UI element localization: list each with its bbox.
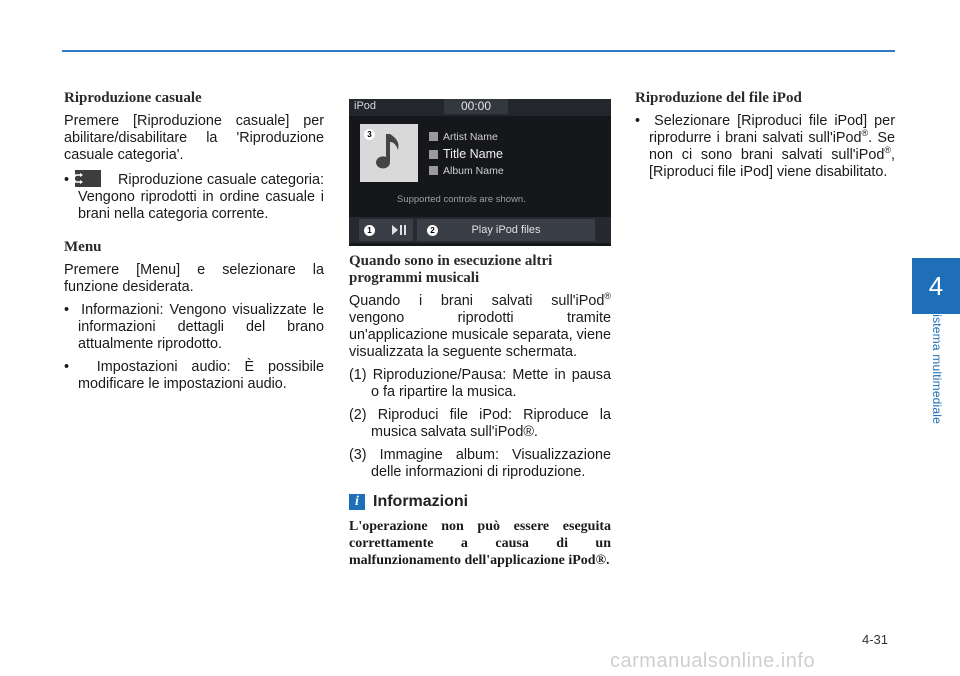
shuffle-bullet-text: Riproduzione casuale categoria: Vengono riprodotti in ordine casuale i brani nella categoria corrente. [78,172,324,222]
info-text: L'operazione non può essere eseguita correttamente a causa di un malfunzionamento dell'applicazione iPod®. [349,519,611,568]
other-apps-heading: Quando sono in esecuzione altri programmi musicali [349,253,553,286]
shuffle-heading: Riproduzione casuale [64,90,202,106]
ipod-file-bullet: • Selezionare [Riproduci file iPod] per riprodurre i brani salvati sull'iPod®. Se non ci sono brani salvati sull'iPod®, [Riproduci file iPod] viene disabilitato. [635,113,895,180]
item-3-text: Immagine album: Visualizzazione delle informazioni di riproduzione. [371,447,611,480]
album-row [429,165,504,177]
track-name: Title Name [443,147,503,161]
menu-bullet-audio-text: Impostazioni audio: È possibile modificare le impostazioni audio. [78,359,324,392]
screen-clock: 00:00 [444,99,508,114]
other-apps-text-a: Quando i brani salvati sull'iPod [349,293,605,309]
watermark: carmanualsonline.info [610,650,816,672]
menu-text: Premere [Menu] e selezionare la funzione desiderata. [64,262,324,295]
info-header [349,493,611,510]
item-1-text: Riproduzione/Pausa: Mette in pausa o fa ripartire la musica. [371,367,612,400]
info-title: Informazioni [373,493,469,510]
registered-mark-b: ® [884,145,891,156]
item-3-label: (3) [349,447,367,463]
screen-title: iPod [354,100,377,112]
ipod-screen-image [349,99,611,246]
numbered-item-3 [349,447,611,481]
item-1-label: (1) [349,367,367,383]
registered-mark: ® [604,291,611,302]
person-icon [429,132,438,141]
ipod-bullet-b: . Se non ci sono brani salvati sull'iPod [649,130,895,163]
badge-2: 2 [427,225,438,236]
artist-name: Artist Name [443,131,498,143]
album-icon [429,166,438,175]
badge-1: 1 [364,225,375,236]
ipod-bullet-a: Selezionare [Riproduci file iPod] per riprodurre i brani salvati sull'iPod [649,113,895,146]
numbered-item-2 [349,407,611,441]
item-2-text: Riproduci file iPod: Riproduce la musica salvata sull'iPod®. [371,407,611,440]
menu-bullet-info-text: Informazioni: Vengono visualizzate le informazioni dettagli del brano attualmente riprodotto. [78,302,324,352]
badge-3: 3 [364,129,375,140]
ipod-file-heading: Riproduzione del file iPod [635,90,802,106]
column-right [635,90,895,187]
column-left [64,90,324,399]
menu-heading: Menu [64,239,102,255]
other-apps-text-b: vengono riprodotti tramite un'applicazione musicale separata, viene visualizzata la seguente schermata. [349,310,611,360]
numbered-item-1 [349,367,611,401]
menu-bullet-info: • Informazioni: Vengono visualizzate le informazioni dettagli del brano attualmente riprodotto. [64,302,324,352]
registered-mark-a: ® [861,128,869,139]
other-apps-text [349,293,611,361]
play-ipod-files-button[interactable]: Play iPod files [417,219,595,241]
item-2-label: (2) [349,407,367,423]
column-middle [349,253,611,575]
artist-row [429,131,498,143]
shuffle-icon [75,170,101,187]
disc-icon [429,150,438,159]
album-name: Album Name [443,165,504,177]
chapter-title: Sistema multimediale [930,306,944,425]
ipod-bullet-c: , [Riproduci file iPod] viene disabilitato. [649,147,895,180]
track-row [429,147,503,161]
page-number: 4-31 [862,632,889,647]
supported-controls-text: Supported controls are shown. [397,194,526,205]
header-rule [62,50,895,52]
menu-bullet-audio: • Impostazioni audio: È possibile modificare le impostazioni audio. [64,359,324,392]
shuffle-text: Premere [Riproduzione casuale] per abilitare/disabilitare la 'Riproduzione casuale categoria'. [64,113,324,163]
info-icon: i [349,494,365,510]
chapter-number: 4 [928,270,944,301]
shuffle-bullet [64,170,324,223]
